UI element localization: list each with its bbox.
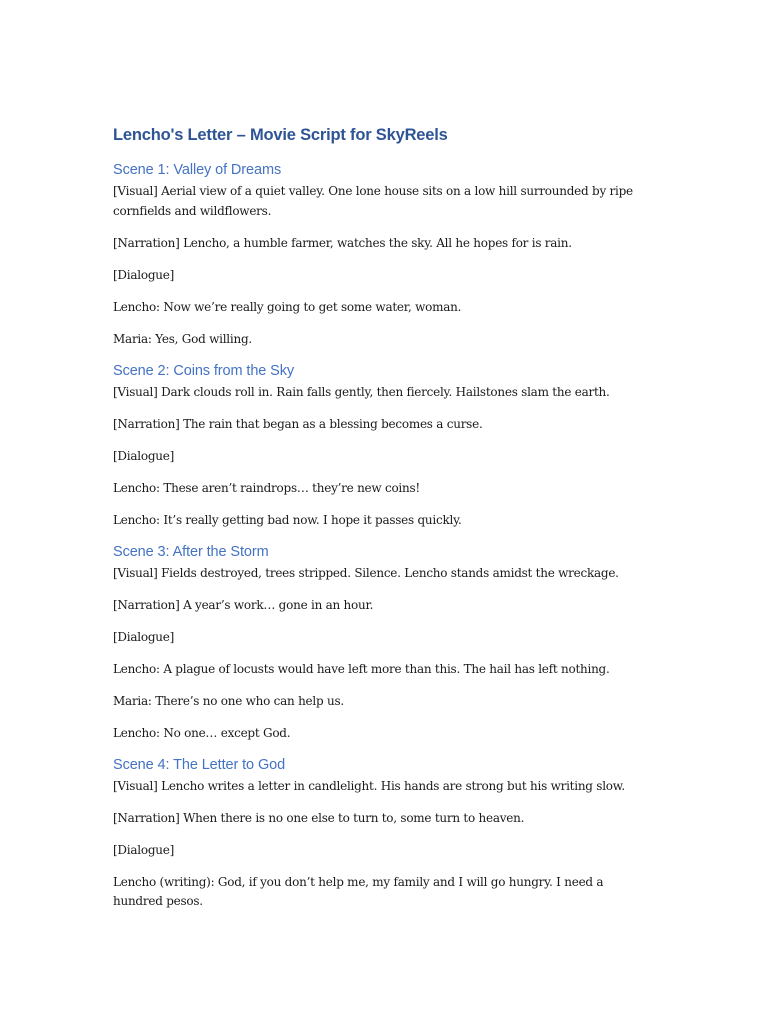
document-body bbox=[113, 124, 653, 924]
scene-heading: Scene 2: Coins from the Sky bbox=[113, 362, 295, 379]
scene-heading: Scene 1: Valley of Dreams bbox=[113, 162, 282, 178]
script-paragraph: [Narration] Lencho, a humble farmer, watches the sky. All he hopes for is rain. bbox=[113, 235, 572, 250]
script-paragraph: [Dialogue] bbox=[113, 267, 175, 282]
script-paragraph: Lencho: It’s really getting bad now. I hope it passes quickly. bbox=[113, 512, 462, 527]
script-paragraph: [Dialogue] bbox=[113, 448, 175, 463]
script-paragraph: Maria: Yes, God willing. bbox=[113, 331, 252, 346]
script-paragraph: Lencho: These aren’t raindrops… they’re new coins! bbox=[113, 480, 420, 495]
scene-1 bbox=[113, 161, 653, 349]
script-paragraph: [Visual] Lencho writes a letter in candlelight. His hands are strong but his writing slow. bbox=[113, 778, 625, 793]
script-paragraph: Lencho: No one… except God. bbox=[113, 725, 291, 740]
script-paragraph: Lencho: A plague of locusts would have left more than this. The hail has left nothing. bbox=[113, 661, 610, 676]
scene-heading: Scene 3: After the Storm bbox=[113, 543, 269, 560]
script-paragraph: [Visual] Fields destroyed, trees stripped. Silence. Lencho stands amidst the wreckage. bbox=[113, 565, 619, 580]
script-paragraph: Maria: There’s no one who can help us. bbox=[113, 693, 344, 708]
script-paragraph: Lencho (writing): God, if you don’t help me, my family and I will go hungry. I need a hundred pesos. bbox=[113, 874, 604, 908]
script-paragraph: Lencho: Now we’re really going to get some water, woman. bbox=[113, 299, 462, 314]
scene-3 bbox=[113, 543, 653, 744]
script-paragraph: [Dialogue] bbox=[113, 842, 175, 857]
scene-2 bbox=[113, 362, 653, 531]
script-paragraph: [Visual] Dark clouds roll in. Rain falls gently, then fiercely. Hailstones slam the earth. bbox=[113, 384, 610, 399]
script-paragraph: [Visual] Aerial view of a quiet valley. One lone house sits on a low hill surrounded by ripe cornfields and wildflowers. bbox=[113, 184, 633, 218]
scene-4 bbox=[113, 756, 653, 912]
script-paragraph: [Narration] A year’s work… gone in an hour. bbox=[113, 597, 374, 612]
scene-heading: Scene 4: The Letter to God bbox=[113, 756, 286, 773]
document-title: Lencho's Letter – Movie Script for SkyReels bbox=[113, 126, 448, 144]
script-paragraph: [Dialogue] bbox=[113, 629, 175, 644]
script-paragraph: [Narration] The rain that began as a blessing becomes a curse. bbox=[113, 416, 483, 431]
script-paragraph: [Narration] When there is no one else to turn to, some turn to heaven. bbox=[113, 810, 525, 825]
